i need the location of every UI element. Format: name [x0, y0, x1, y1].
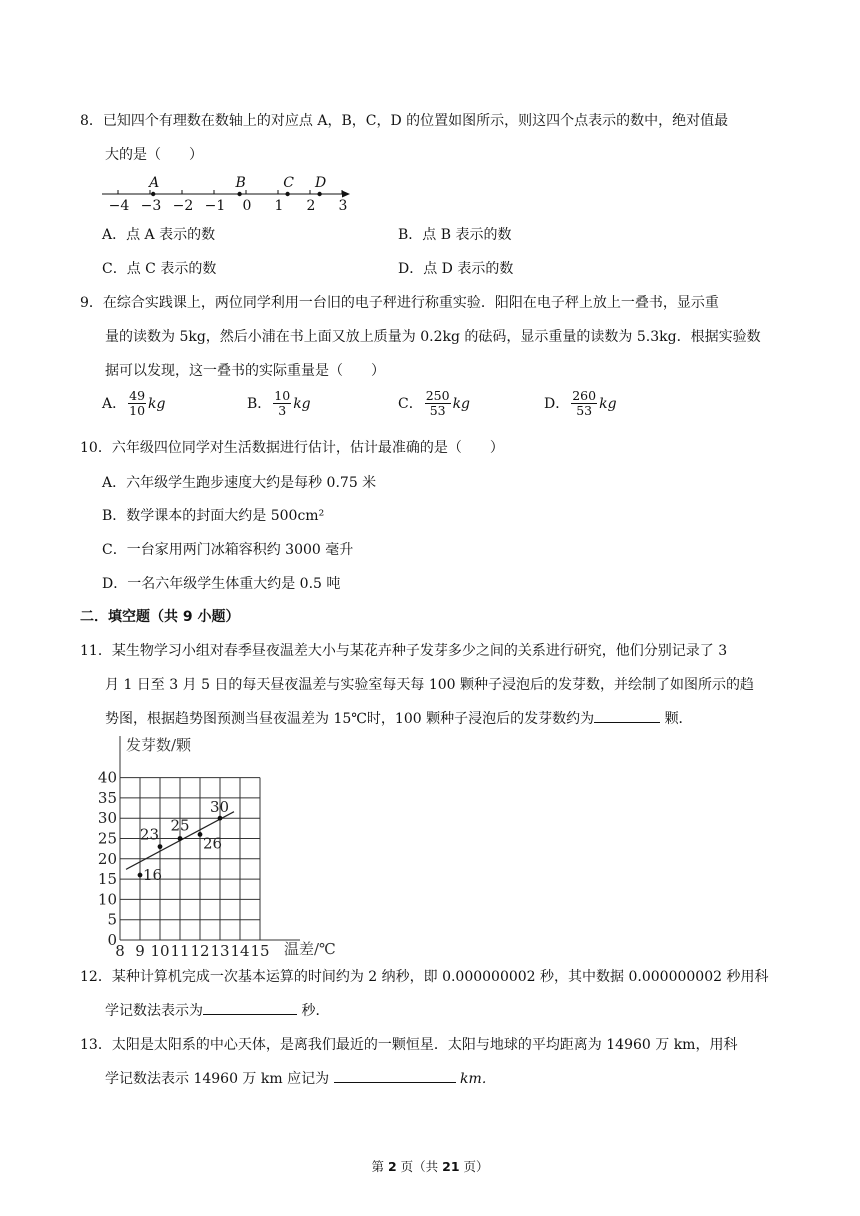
q8-option-a: A．点 A 表示的数 — [102, 227, 216, 243]
chart-data-label: 26 — [203, 834, 223, 853]
q9-option-d-fraction — [571, 389, 597, 419]
q9-stem-line2: 量的读数为 5kg，然后小浦在书上面又放上质量为 0.2kg 的砝码，显示重量的读数为 5.3kg．根据实验数 — [105, 329, 761, 345]
number-line-tick-label: −4 — [108, 198, 130, 214]
q13-stem-line2 — [105, 1068, 496, 1088]
numerator: 250 — [425, 388, 450, 403]
q8-stem-line2: 大的是（ ） — [105, 147, 203, 163]
q10-option-d: D．一名六年级学生体重大约是 0.5 吨 — [102, 576, 341, 592]
chart-y-tick-label: 40 — [97, 768, 117, 787]
number-line — [98, 170, 358, 216]
trend-chart — [97, 730, 350, 960]
q13-stem-end: km． — [460, 1071, 496, 1087]
numerator: 10 — [274, 388, 291, 403]
footer-page-number: 2 — [387, 1159, 397, 1174]
number-line-point — [317, 192, 321, 196]
q9-option-b-fraction — [273, 389, 291, 419]
number-line-point-label: C — [283, 175, 294, 191]
chart-data-label: 25 — [170, 816, 190, 835]
q8-stem-line1: 8．已知四个有理数在数轴上的对应点 A，B，C，D 的位置如图所示，则这四个点表示的数中，绝对值最 — [80, 113, 729, 129]
chart-x-tick-label: 15 — [250, 942, 270, 960]
q9-option-a-fraction — [128, 389, 146, 419]
chart-data-label: 23 — [139, 825, 159, 844]
unit: kg — [452, 395, 471, 412]
number-line-tick-label: −2 — [172, 198, 194, 214]
numerator: 49 — [129, 388, 146, 403]
chart-y-tick-label: 10 — [97, 890, 117, 909]
number-line-point-label: D — [314, 175, 327, 191]
answer-blank[interactable] — [203, 1000, 297, 1015]
number-line-tick-label: 3 — [338, 198, 348, 214]
q13-stem-text: 学记数法表示 14960 万 km 应记为 — [105, 1071, 330, 1087]
number-line-point — [237, 192, 241, 196]
number-line-tick-label: −3 — [140, 198, 162, 214]
chart-y-tick-label: 0 — [107, 931, 117, 949]
unit: kg — [148, 395, 166, 412]
number-line-tick-label: 1 — [274, 198, 284, 214]
q9-option-b — [247, 389, 311, 419]
numerator: 260 — [572, 388, 597, 403]
q10-stem: 10．六年级四位同学对生活数据进行估计，估计最准确的是（ ） — [80, 440, 504, 456]
chart-y-tick-label: 25 — [97, 829, 117, 848]
number-line-point-label: A — [149, 175, 160, 191]
q9-option-b-letter: B． — [247, 395, 272, 412]
chart-point — [218, 816, 223, 821]
q8-option-c: C．点 C 表示的数 — [102, 261, 217, 277]
number-line-tick-label: 2 — [306, 198, 316, 214]
chart-point — [178, 836, 183, 841]
number-line-tick-label: −1 — [204, 198, 226, 214]
chart-y-tick-label: 35 — [97, 788, 117, 807]
number-line-point-label: B — [235, 175, 246, 191]
q9-option-a — [102, 389, 165, 419]
q11-stem-line2: 月 1 日至 3 月 5 日的每天昼夜温差与实验室每天每 100 颗种子浸泡后的发芽数，并绘制了如图所示的趋 — [105, 677, 755, 693]
chart-point — [138, 873, 143, 878]
footer-total-pages: 21 — [442, 1159, 460, 1174]
page-footer — [0, 1157, 860, 1175]
q13-stem-line1: 13．太阳是太阳系的中心天体，是离我们最近的一颗恒星．太阳与地球的平均距离为 14960 万 km，用科 — [80, 1037, 738, 1053]
chart-xlabel: 温差/℃ — [284, 940, 336, 958]
chart-point — [158, 844, 163, 849]
denominator: 10 — [129, 403, 146, 419]
chart-x-tick-label: 8 — [115, 942, 125, 960]
chart-data-label: 30 — [210, 798, 230, 817]
chart-y-tick-label: 30 — [97, 809, 117, 828]
footer-mid: 页（共 — [396, 1159, 443, 1174]
chart-y-tick-label: 15 — [97, 870, 117, 889]
q9-stem-line1: 9．在综合实践课上，两位同学利用一台旧的电子秤进行称重实验．阳阳在电子秤上放上一叠书，显示重 — [80, 295, 719, 311]
q8-option-b: B．点 B 表示的数 — [398, 227, 512, 243]
chart-x-tick-label: 11 — [170, 942, 190, 960]
denominator: 53 — [429, 403, 446, 419]
q9-option-d-letter: D． — [544, 395, 570, 412]
chart-y-tick-label: 20 — [97, 849, 117, 868]
q10-option-c: C．一台家用两门冰箱容积约 3000 毫升 — [102, 542, 354, 558]
q11-stem-end: 颗． — [664, 711, 693, 727]
q12-stem-line1: 12．某种计算机完成一次基本运算的时间约为 2 纳秒，即 0.000000002 秒，其中数据 0.000000002 秒用科 — [80, 969, 769, 985]
unit: kg — [293, 395, 311, 412]
q12-stem-text: 学记数法表示为 — [105, 1003, 203, 1019]
chart-x-tick-label: 9 — [135, 942, 145, 960]
q12-stem-line2 — [105, 1000, 329, 1020]
q12-stem-end: 秒． — [301, 1003, 330, 1019]
q9-option-a-letter: A． — [102, 395, 127, 412]
answer-blank[interactable] — [594, 708, 660, 723]
chart-ylabel: 发芽数/颗 — [126, 736, 192, 754]
chart-x-tick-label: 13 — [210, 942, 230, 960]
section-heading: 二．填空题（共 9 小题） — [80, 609, 240, 625]
q9-option-c-fraction — [425, 389, 451, 419]
q9-stem-line3: 据可以发现，这一叠书的实际重量是（ ） — [105, 363, 385, 379]
q8-option-d: D．点 D 表示的数 — [398, 261, 514, 277]
q9-option-c-letter: C． — [398, 395, 423, 412]
denominator: 53 — [576, 403, 593, 419]
q11-stem-text: 势图，根据趋势图预测当昼夜温差为 15℃时，100 颗种子浸泡后的发芽数约为 — [105, 711, 595, 727]
denominator: 3 — [278, 403, 287, 419]
q11-stem-line3 — [105, 708, 693, 728]
chart-point — [198, 832, 203, 837]
chart-data-label: 16 — [143, 866, 163, 885]
number-line-tick-label: 0 — [242, 198, 252, 214]
q11-stem-line1: 11．某生物学习小组对春季昼夜温差大小与某花卉种子发芽多少之间的关系进行研究，他们分别记录了 3 — [80, 643, 728, 659]
answer-blank[interactable] — [334, 1068, 456, 1083]
q10-option-b: B．数学课本的封面大约是 500cm² — [102, 508, 325, 524]
number-line-point — [285, 192, 289, 196]
number-line-point — [151, 192, 155, 196]
q9-option-d — [544, 389, 617, 419]
chart-x-tick-label: 10 — [150, 942, 170, 960]
chart-x-tick-label: 14 — [230, 942, 250, 960]
q9-option-c — [398, 389, 470, 419]
chart-x-tick-label: 12 — [190, 942, 210, 960]
q10-option-a: A．六年级学生跑步速度大约是每秒 0.75 米 — [102, 475, 377, 491]
footer-pre: 第 — [371, 1159, 388, 1174]
footer-post: 页） — [459, 1159, 489, 1174]
chart-y-tick-label: 5 — [107, 910, 117, 929]
unit: kg — [599, 395, 617, 412]
